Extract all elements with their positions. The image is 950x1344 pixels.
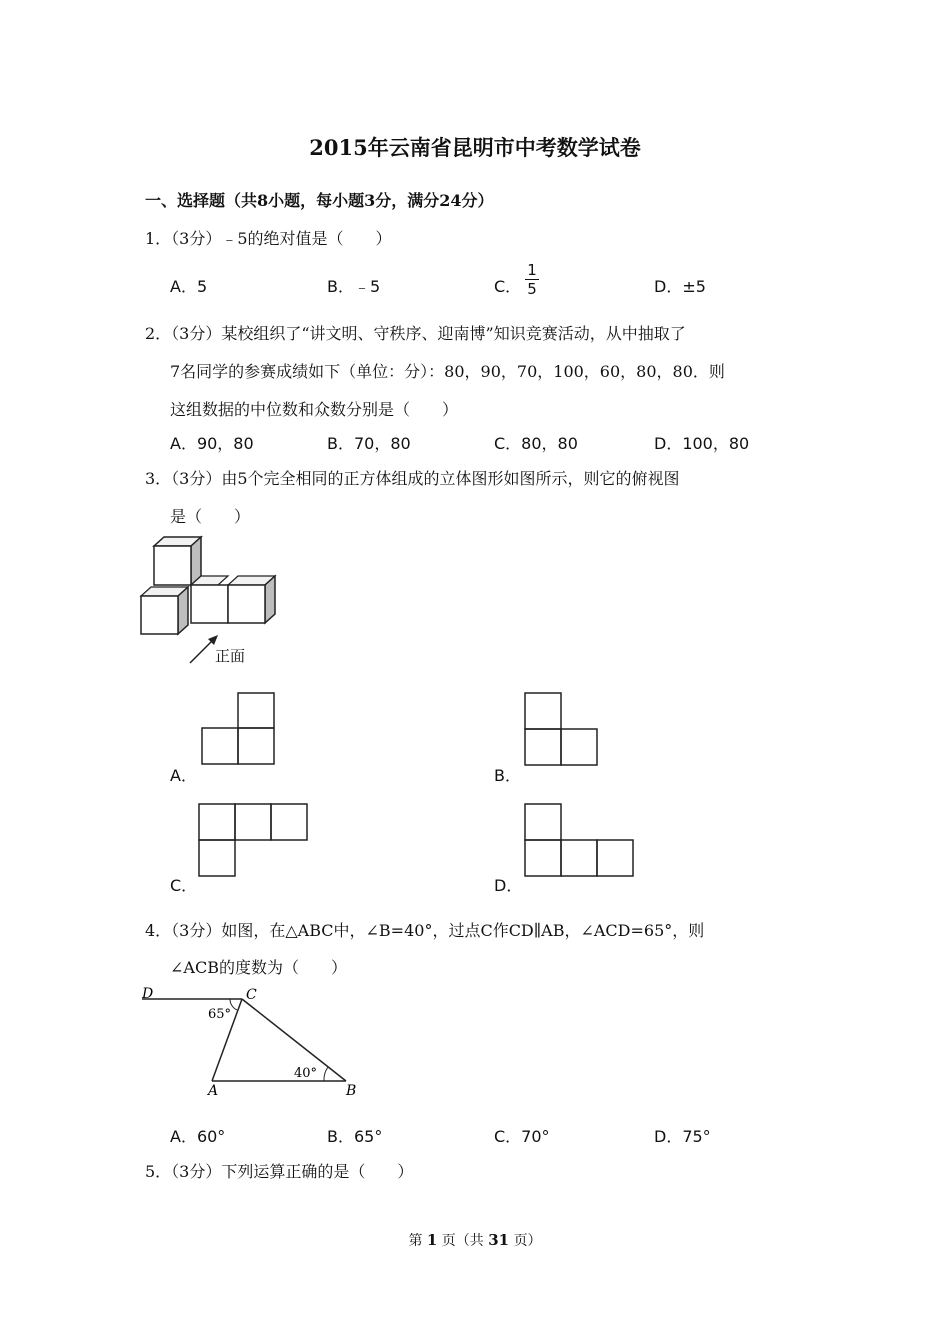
footer-page-number: 1: [426, 1231, 438, 1249]
q3-stem-line2: 是（ ）: [170, 507, 251, 526]
section-heading: 一、选择题（共8小题，每小题3分，满分24分）: [145, 191, 494, 210]
q1-option-c: C．: [494, 277, 522, 296]
q4-stem-line1: 4．（3分）如图，在△ABC中，∠B=40°，过点C作CD∥AB，∠ACD=65°，则: [145, 921, 705, 940]
q2-option-b: B．70，80: [327, 434, 411, 453]
angle-b-label: 40°: [294, 1066, 318, 1081]
q4-option-d: D．75°: [654, 1127, 711, 1146]
q3-option-d-figure: [524, 803, 636, 879]
q3-option-b-figure: [524, 692, 604, 772]
q4-stem-line2: ∠ACB的度数为（ ）: [170, 958, 347, 977]
q3-stem-line1: 3．（3分）由5个完全相同的正方体组成的立体图形如图所示，则它的俯视图: [145, 469, 680, 488]
label-d: D: [142, 986, 154, 1002]
q2-option-a: A．90，80: [170, 434, 254, 453]
q4-option-a: A．60°: [170, 1127, 226, 1146]
q3-cube-figure: [138, 533, 283, 668]
page-footer: [0, 1230, 950, 1250]
label-a: A: [208, 1083, 219, 1099]
q1-option-a: A．5: [170, 277, 208, 296]
q4-triangle-figure: [138, 983, 368, 1098]
q4-option-b: B．65°: [327, 1127, 383, 1146]
q1-option-c-fraction: [525, 262, 539, 297]
page-title: 2015年云南省昆明市中考数学试卷: [309, 135, 641, 160]
footer-prefix: 第: [408, 1233, 423, 1249]
label-c: C: [246, 987, 257, 1003]
q3-option-d: D．: [494, 876, 523, 895]
q3-option-b: B．: [494, 766, 521, 785]
q5-stem: 5．（3分）下列运算正确的是（ ）: [145, 1162, 414, 1181]
q1-option-b: B．﹣5: [327, 277, 381, 296]
angle-acd-label: 65°: [208, 1007, 232, 1022]
fraction-denominator: 5: [527, 280, 537, 298]
q2-stem-line2: 7名同学的参赛成绩如下（单位：分）：80，90，70，100，60，80，80．则: [170, 362, 725, 381]
footer-total-pages: 31: [488, 1231, 510, 1249]
q2-option-d: D．100，80: [654, 434, 750, 453]
footer-middle: 页（共: [441, 1233, 484, 1249]
q2-stem-line3: 这组数据的中位数和众数分别是（ ）: [170, 400, 459, 419]
q4-option-c: C．70°: [494, 1127, 550, 1146]
q2-stem-line1: 2．（3分）某校组织了“讲文明、守秩序、迎南博”知识竞赛活动，从中抽取了: [145, 324, 686, 343]
footer-suffix: 页）: [513, 1233, 542, 1249]
q3-front-label: 正面: [215, 647, 246, 665]
q1-stem: 1．（3分）﹣5的绝对值是（ ）: [145, 229, 392, 248]
q3-option-c-figure: [198, 803, 310, 879]
fraction-numerator: 1: [527, 261, 537, 279]
q3-option-c: C．: [170, 876, 198, 895]
label-b: B: [346, 1083, 357, 1099]
q3-option-a: A．: [170, 766, 197, 785]
q1-option-d: D．±5: [654, 277, 706, 296]
q3-option-a-figure: [200, 692, 280, 772]
q2-option-c: C．80，80: [494, 434, 578, 453]
